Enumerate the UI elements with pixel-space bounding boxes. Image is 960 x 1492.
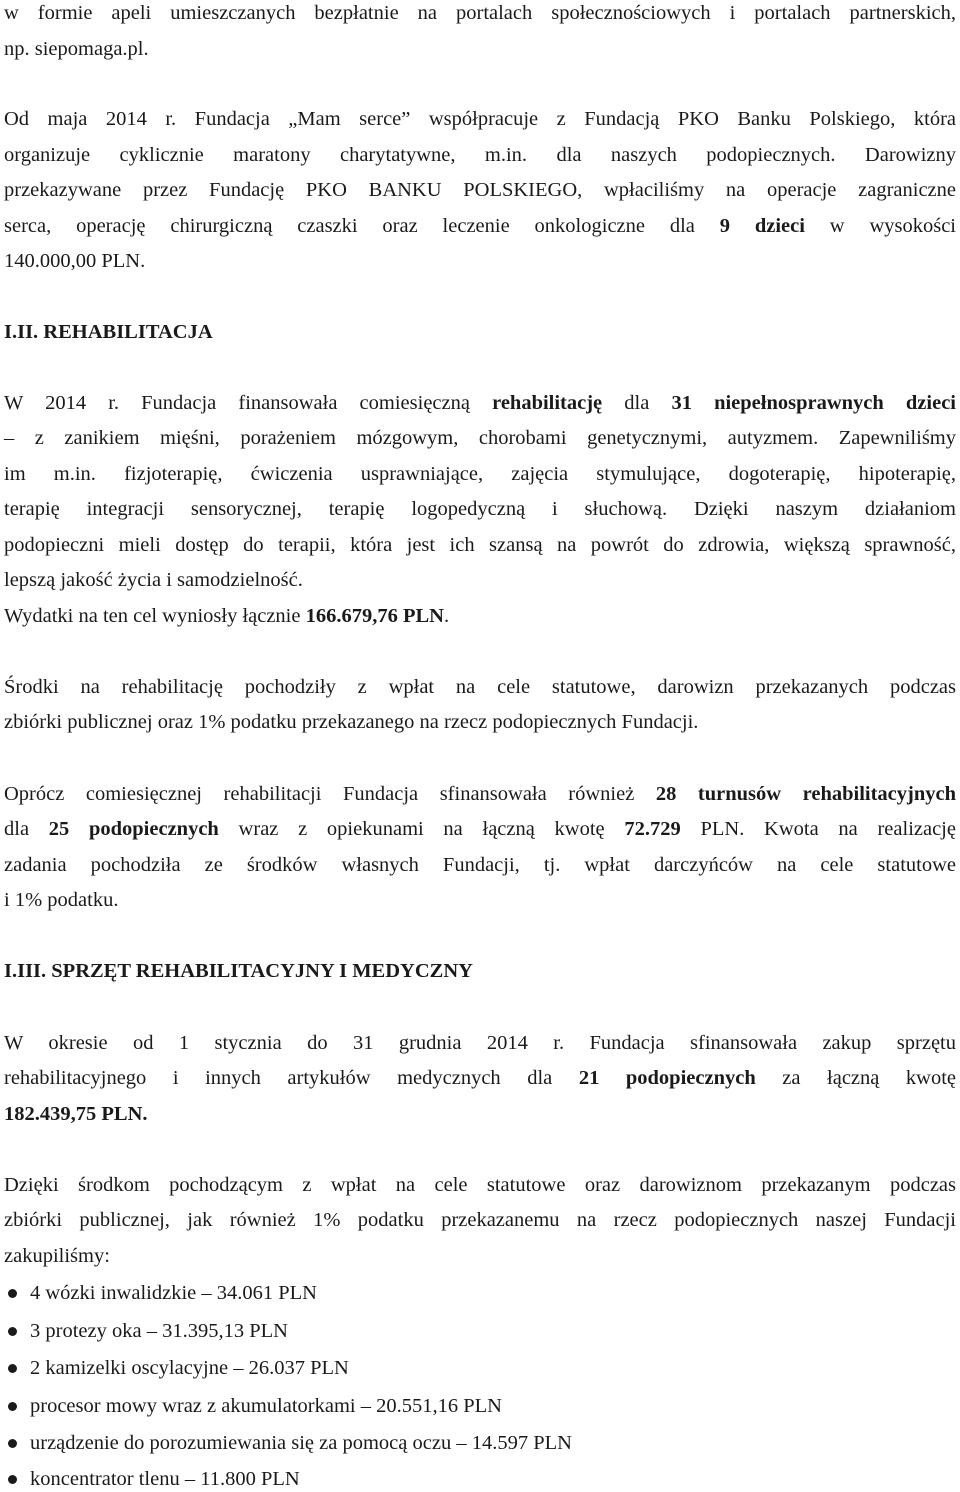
text: Oprócz comiesięcznej rehabilitacji Fundacja sfinansowała również	[4, 783, 656, 805]
text: serca, operację chirurgiczną czaszki oraz leczenie onkologiczne dla	[4, 215, 720, 237]
text: im m.in. fizjoterapię, ćwiczenia usprawniające, zajęcia stymulujące, dogoterapię, hipoterapię,	[4, 463, 956, 485]
text-line	[4, 1243, 956, 1269]
text-line	[4, 1172, 956, 1198]
bold-text: rehabilitację	[492, 392, 603, 414]
list-item-text: procesor mowy wraz z akumulatorkami – 20.551,16 PLN	[30, 1395, 502, 1417]
text: dla	[4, 818, 49, 840]
text: Dzięki środkom pochodzącym z wpłat na cele statutowe oraz darowiznom przekazanym podczas	[4, 1174, 956, 1196]
text-line	[4, 603, 956, 629]
bold-text: 28 turnusów rehabilitacyjnych	[655, 783, 956, 805]
bullet-icon	[8, 1364, 17, 1373]
text: W okresie od 1 stycznia do 31 grudnia 2014 r. Fundacja sfinansowała zakup sprzętu	[4, 1032, 956, 1054]
text: W 2014 r. Fundacja finansowała comiesięczną	[4, 392, 493, 414]
text-line	[4, 1101, 956, 1127]
text: zakupiliśmy:	[4, 1245, 110, 1267]
text: podopieczni mieli dostęp do terapii, która jest ich szansą na powrót do zdrowia, większą sprawność,	[4, 534, 956, 556]
list-item-text: 4 wózki inwalidzkie – 34.061 PLN	[30, 1282, 317, 1304]
bold-text: 166.679,76 PLN	[305, 605, 444, 627]
bold-text: 9 dzieci	[719, 215, 805, 237]
text: terapię integracji sensorycznej, terapię logopedyczną i słuchową. Dzięki naszym działaniom	[4, 498, 956, 520]
text-line	[4, 248, 956, 274]
bullet-icon	[8, 1289, 17, 1298]
section-heading	[4, 958, 956, 984]
text-line	[4, 674, 956, 700]
text-line	[4, 496, 956, 522]
text: rehabilitacyjnego i innych artykułów medycznych dla	[4, 1067, 579, 1089]
heading-text: I.III. SPRZĘT REHABILITACYJNY I MEDYCZNY	[4, 960, 473, 982]
bullet-icon	[8, 1475, 17, 1484]
bullet-icon	[8, 1402, 17, 1411]
text: Wydatki na ten cel wyniosły łącznie	[4, 605, 306, 627]
text: zadania pochodziła ze środków własnych Fundacji, tj. wpłat darczyńców na cele statutowe	[4, 854, 956, 876]
list-item-text: 2 kamizelki oscylacyjne – 26.037 PLN	[30, 1357, 349, 1379]
text-line	[4, 1030, 956, 1056]
text: organizuje cyklicznie maratony charytatywne, m.in. dla naszych podopiecznych. Darowizny	[4, 144, 956, 166]
list-item-text: koncentrator tlenu – 11.800 PLN	[30, 1468, 300, 1490]
text-line	[4, 0, 956, 26]
text: .	[443, 605, 450, 627]
bullet-icon	[8, 1327, 17, 1336]
text: w formie apeli umieszczanych bezpłatnie na portalach społecznościowych i portalach partnerskich,	[4, 2, 956, 24]
bold-text: 21 podopiecznych	[578, 1067, 756, 1089]
text: za łączną kwotę	[755, 1067, 957, 1089]
text-line	[4, 1207, 956, 1233]
text-line	[4, 425, 956, 451]
text-line	[4, 461, 956, 487]
text: Od maja 2014 r. Fundacja „Mam serce” współpracuje z Fundacją PKO Banku Polskiego, która	[4, 108, 956, 130]
bold-text: 31 niepełnosprawnych dzieci	[671, 392, 956, 414]
text-line	[4, 106, 956, 132]
text: 140.000,00 PLN.	[4, 250, 146, 272]
text: przekazywane przez Fundację PKO BANKU POLSKIEGO, wpłaciliśmy na operacje zagraniczne	[4, 179, 956, 201]
text: lepszą jakość życia i samodzielność.	[4, 569, 303, 591]
bold-text: 25 podopiecznych	[48, 818, 219, 840]
text: np. siepomaga.pl.	[4, 38, 149, 60]
text-line	[4, 532, 956, 558]
text-line	[4, 177, 956, 203]
text-line	[4, 390, 956, 416]
text-line	[4, 1065, 956, 1091]
heading-text: I.II. REHABILITACJA	[4, 321, 213, 343]
text-line	[4, 213, 956, 239]
text-line	[4, 709, 956, 735]
text: i 1% podatku.	[4, 889, 119, 911]
text: PLN. Kwota na realizację	[680, 818, 956, 840]
text-line	[4, 781, 956, 807]
text: – z zanikiem mięśni, porażeniem mózgowym, chorobami genetycznymi, autyzmem. Zapewniliśmy	[4, 427, 956, 449]
text-line	[4, 36, 956, 62]
text: zbiórki publicznej oraz 1% podatku przekazanego na rzecz podopiecznych Fundacji.	[4, 711, 699, 733]
text-line	[4, 567, 956, 593]
bold-text: 182.439,75 PLN.	[4, 1103, 148, 1125]
text: w wysokości	[804, 215, 956, 237]
list-item-text: 3 protezy oka – 31.395,13 PLN	[30, 1320, 288, 1342]
bullet-icon	[8, 1439, 17, 1448]
bold-text: 72.729	[624, 818, 681, 840]
text-line	[4, 142, 956, 168]
text: zbiórki publicznej, jak również 1% podatku przekazanemu na rzecz podopiecznych naszej Fundacji	[4, 1209, 956, 1231]
section-heading	[4, 319, 956, 345]
text: Środki na rehabilitację pochodziły z wpłat na cele statutowe, darowizn przekazanych podczas	[4, 676, 956, 698]
text-line	[4, 887, 956, 913]
text: dla	[602, 392, 672, 414]
text-line	[4, 852, 956, 878]
text-line	[4, 816, 956, 842]
list-item-text: urządzenie do porozumiewania się za pomocą oczu – 14.597 PLN	[30, 1432, 572, 1454]
text: wraz z opiekunami na łączną kwotę	[218, 818, 625, 840]
